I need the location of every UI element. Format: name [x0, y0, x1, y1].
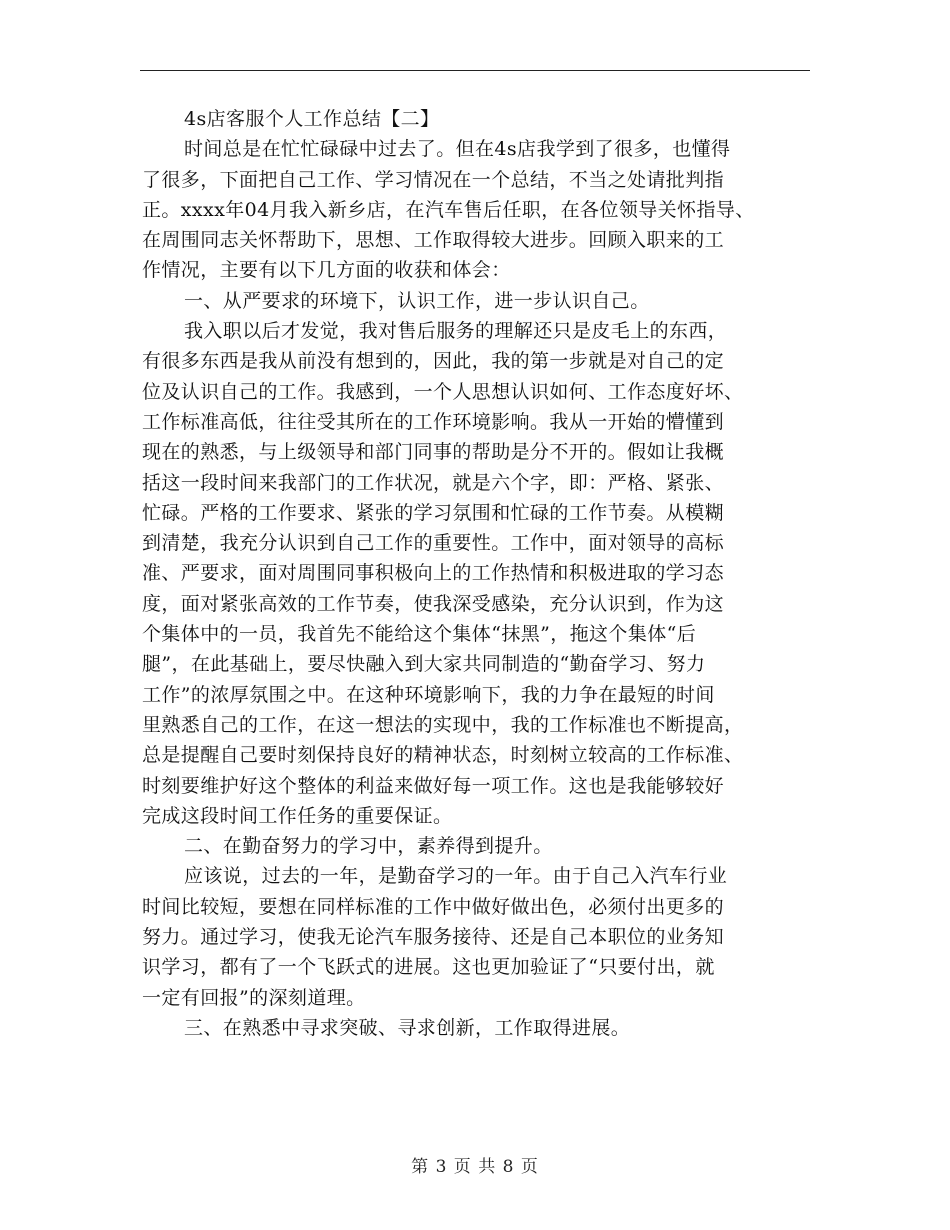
text-line: 工作标准高低，往往受其所在的工作环境影响。我从一开始的懵懂到: [142, 410, 725, 433]
text-line: 在周围同志关怀帮助下，思想、工作取得较大进步。回顾入职来的工: [142, 229, 725, 252]
text-line: 个集体中的一员，我首先不能给这个集体“抹黑”，拖这个集体“后: [142, 623, 697, 646]
text-line: 正。xxxx年04月我入新乡店，在汽车售后任职，在各位领导关怀指导、: [142, 198, 755, 221]
text-line: 努力。通过学习，使我无论汽车服务接待、还是自己本职位的业务知: [142, 926, 725, 949]
document-body: [142, 104, 810, 1043]
text-line: 忙碌。严格的工作要求、紧张的学习氛围和忙碌的工作节奏。从模糊: [142, 501, 725, 524]
text-line: 完成这段时间工作任务的重要保证。: [142, 804, 453, 827]
text-line: 时刻要维护好这个整体的利益来做好每一项工作。这也是我能够较好: [142, 774, 725, 797]
document-title: 4s店客服个人工作总结【二】: [184, 108, 440, 130]
text-line: 有很多东西是我从前没有想到的，因此，我的第一步就是对自己的定: [142, 350, 725, 373]
text-line: 位及认识自己的工作。我感到，一个人思想认识如何、工作态度好坏、: [142, 380, 744, 403]
text-line: 度，面对紧张高效的工作节奏，使我深受感染，充分认识到，作为这: [142, 592, 725, 615]
page-number-footer: 第 3 页 共 8 页: [411, 1157, 539, 1177]
text-line: 工作”的浓厚氛围之中。在这种环境影响下，我的力争在最短的时间: [142, 683, 715, 706]
section-heading: 二、在勤奋努力的学习中，素养得到提升。: [184, 835, 553, 858]
text-line: 总是提醒自己要时刻保持良好的精神状态，时刻树立较高的工作标准、: [142, 744, 744, 767]
text-line: 一定有回报”的深刻道理。: [142, 986, 366, 1009]
text-line: 到清楚，我充分认识到自己工作的重要性。工作中，面对领导的高标: [142, 532, 725, 555]
text-line: 时间比较短，要想在同样标准的工作中做好做出色，必须付出更多的: [142, 895, 725, 918]
text-line: 我入职以后才发觉，我对售后服务的理解还只是皮毛上的东西，: [184, 320, 728, 343]
text-line: 了很多，下面把自己工作、学习情况在一个总结，不当之处请批判指: [142, 168, 725, 191]
section-heading: 一、从严要求的环境下，认识工作，进一步认识自己。: [184, 289, 650, 312]
text-line: 作情况，主要有以下几方面的收获和体会：: [142, 259, 511, 282]
text-line: 应该说，过去的一年，是勤奋学习的一年。由于自己入汽车行业: [184, 865, 728, 888]
text-line: 时间总是在忙忙碌碌中过去了。但在4s店我学到了很多，也懂得: [184, 138, 731, 161]
text-line: 识学习，都有了一个飞跃式的进展。这也更加验证了“只要付出，就: [142, 956, 715, 979]
text-line: 括这一段时间来我部门的工作状况，就是六个字，即：严格、紧张、: [142, 471, 725, 494]
text-line: 现在的熟悉，与上级领导和部门同事的帮助是分不开的。假如让我概: [142, 441, 725, 464]
text-line: 准、严要求，面对周围同事积极向上的工作热情和积极进取的学习态: [142, 562, 725, 585]
header-rule: [140, 70, 810, 71]
text-line: 里熟悉自己的工作，在这一想法的实现中，我的工作标准也不断提高，: [142, 713, 744, 736]
section-heading: 三、在熟悉中寻求突破、寻求创新，工作取得进展。: [184, 1016, 631, 1039]
text-line: 腿”，在此基础上，要尽快融入到大家共同制造的“勤奋学习、努力: [142, 653, 706, 676]
